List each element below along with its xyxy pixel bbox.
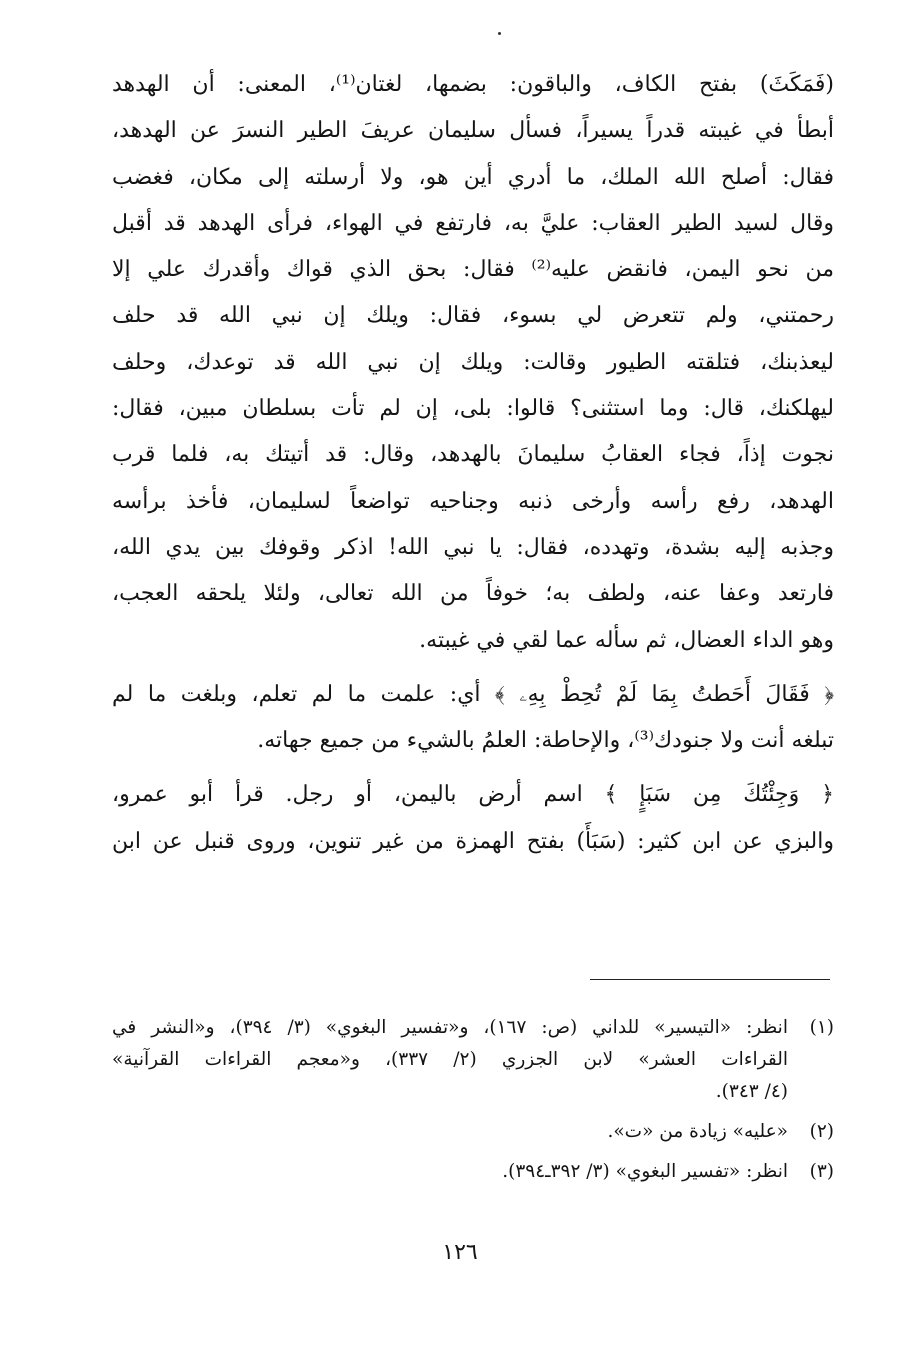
footnote-number: (١) bbox=[809, 1017, 834, 1038]
text-line: أبطأ في غيبته قدراً يسيراً، فسأل سليمان عريفَ الطير النسرَ عن الهدهد، bbox=[112, 118, 834, 144]
text-line: (فَمَكَثَ) بفتح الكاف، والباقون: بضمها، لغتان⁽¹⁾، المعنى: أن الهدهد bbox=[112, 72, 834, 97]
footnote bbox=[112, 1116, 834, 1148]
text-line: والبزي عن ابن كثير: (سَبَأَ) بفتح الهمزة من غير تنوين، وروى قنبل عن ابن bbox=[112, 828, 834, 854]
quran-verse-line: ﴿ فَقَالَ أَحَطتُ بِمَا لَمْ تُحِطْ بِهِۦ ﴾ أي: علمت ما لم تعلم، وبلغت ما لم bbox=[112, 681, 834, 707]
text-line: وقال لسيد الطير العقاب: عليَّ به، فارتفع في الهواء، فرأى الهدهد قد أقبل bbox=[112, 210, 834, 236]
text-line: ليعذبنك، فتلقته الطيور وقالت: ويلك إن نبي الله قد توعدك، وحلف bbox=[112, 349, 834, 375]
footnote-number: (٣) bbox=[809, 1161, 834, 1182]
footnote-text: (٤/ ٣٤٣). bbox=[715, 1081, 788, 1102]
footnote bbox=[112, 1156, 834, 1188]
footnote-text: انظر: «تفسير البغوي» (٣/ ٣٩٢ـ٣٩٤). bbox=[502, 1161, 788, 1182]
text-line: فارتعد وعفا عنه، ولطف به؛ خوفاً من الله تعالى، ولئلا يلحقه العجب، bbox=[112, 581, 834, 607]
main-text bbox=[112, 62, 834, 865]
text-line: من نحو اليمن، فانقض عليه⁽²⁾ فقال: بحق الذي قواك وأقدرك علي إلا bbox=[112, 257, 834, 283]
page-number: ١٢٦ bbox=[442, 1240, 478, 1265]
footnote-text: انظر: «التيسير» للداني (ص: ١٦٧)، و«تفسير البغوي» (٣/ ٣٩٤)، و«النشر في bbox=[112, 1017, 788, 1038]
quran-verse-line: ﴿ وَجِئْتُكَ مِن سَبَإٍ ﴾ اسم أرض باليمن، أو رجل. قرأ أبو عمرو، bbox=[112, 782, 834, 808]
text-line: تبلغه أنت ولا جنودك⁽³⁾، والإحاطة: العلمُ بالشيء من جميع جهاته. bbox=[257, 728, 834, 754]
footnote-text: القراءات العشر» لابن الجزري (٢/ ٣٣٧)، و«معجم القراءات القرآنية» bbox=[112, 1049, 788, 1070]
footnote-separator bbox=[590, 979, 830, 980]
text-line: رحمتني، ولم تتعرض لي بسوء، فقال: ويلك إن نبي الله قد حلف bbox=[112, 303, 834, 329]
top-mark bbox=[498, 32, 501, 35]
text-line: وجذبه إليه بشدة، وتهدده، فقال: يا نبي الله! اذكر وقوفك بين يدي الله، bbox=[112, 534, 834, 560]
footnote-text: «عليه» زيادة من «ت». bbox=[607, 1121, 788, 1142]
text-line: فقال: أصلح الله الملك، ما أدري أين هو، ولا أرسلته إلى مكان، فغضب bbox=[112, 164, 834, 190]
footnote-number: (٢) bbox=[809, 1121, 834, 1142]
footnotes bbox=[112, 1012, 834, 1196]
text-line: الهدهد، رفع رأسه وأرخى ذنبه وجناحيه تواضعاً لسليمان، فأخذ برأسه bbox=[112, 488, 834, 514]
text-line: ليهلكنك، قال: وما استثنى؟ قالوا: بلى، إن لم تأت بسلطان مبين، فقال: bbox=[112, 396, 834, 422]
footnote bbox=[112, 1012, 834, 1108]
text-line: وهو الداء العضال، ثم سأله عما لقي في غيبته. bbox=[419, 627, 834, 653]
text-line: نجوت إذاً، فجاء العقابُ سليمانَ بالهدهد، وقال: قد أتيتك به، فلما قرب bbox=[112, 442, 834, 468]
